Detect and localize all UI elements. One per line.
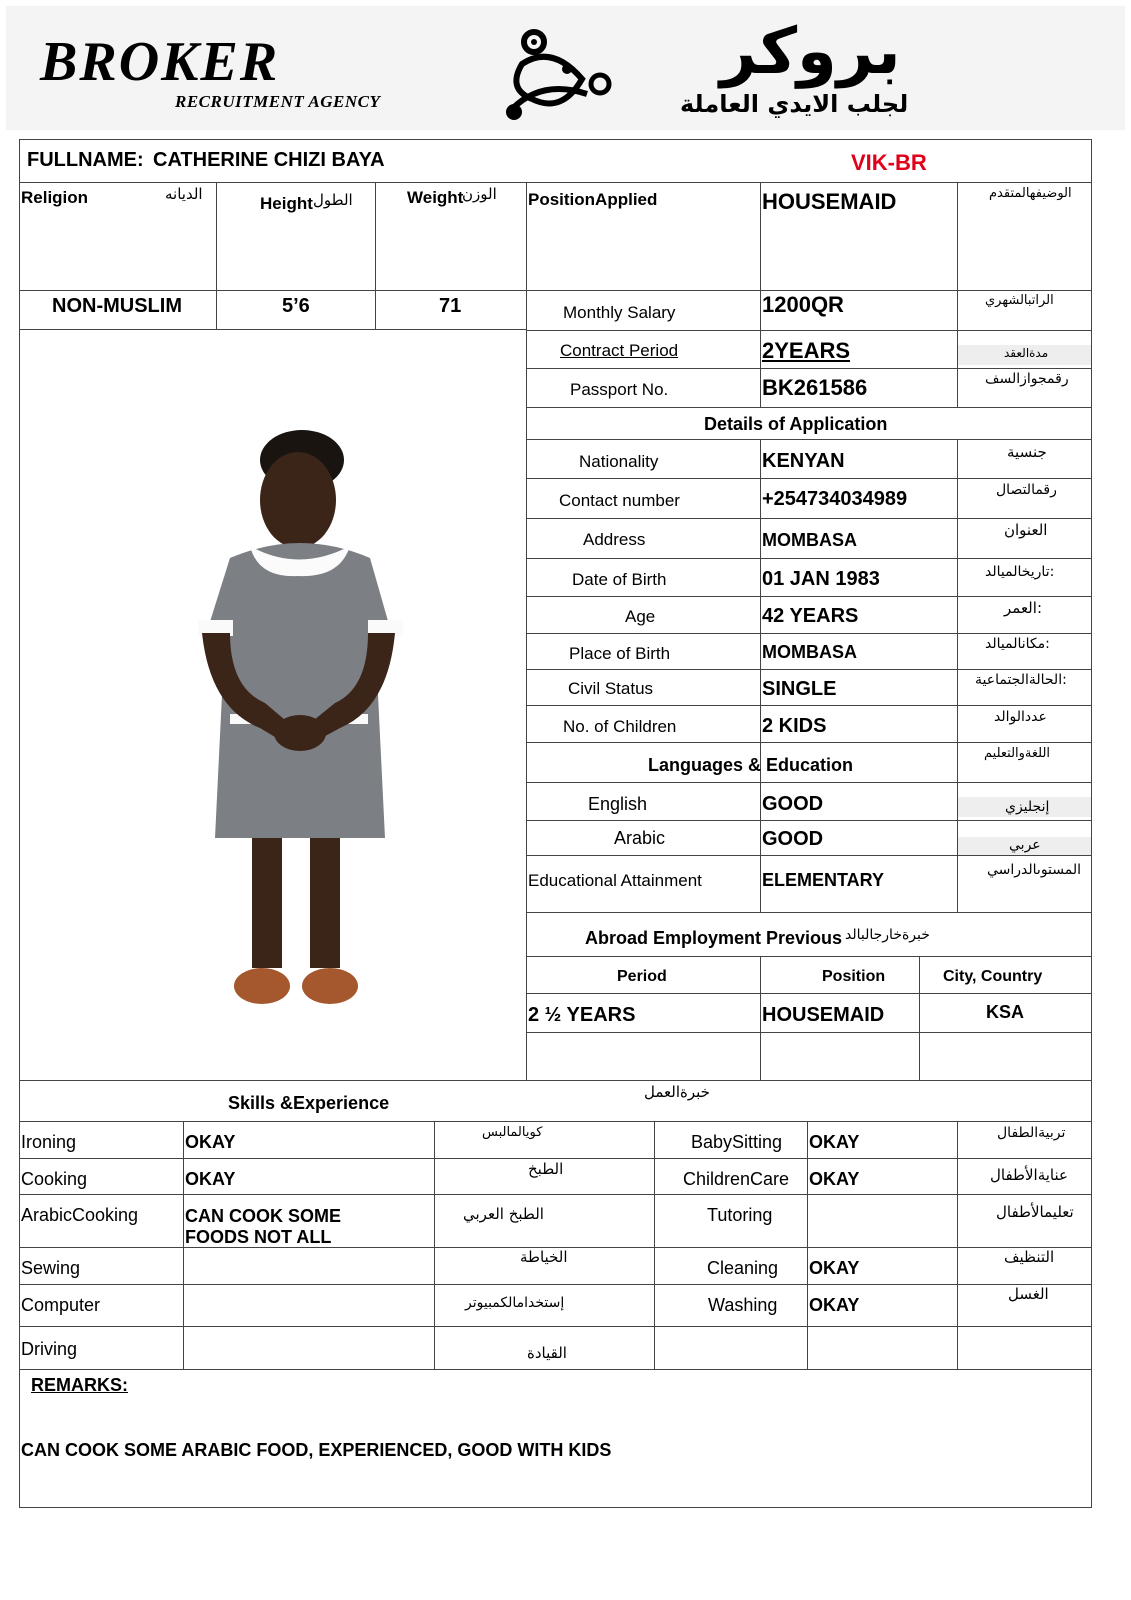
skill-childrencare-label: ChildrenCare [683, 1169, 790, 1189]
children-label: No. of Children [563, 717, 677, 736]
divider [19, 1194, 1092, 1195]
divider [183, 1121, 184, 1369]
address-ar: العنوان [1004, 521, 1048, 539]
remarks-label: REMARKS: [31, 1375, 128, 1395]
logo-text-ar: بروكر [720, 15, 901, 89]
divider [19, 1158, 1092, 1159]
abroad-col-position: Position [822, 968, 886, 985]
height-value: 5’6 [282, 295, 310, 317]
agency-logo-icon [492, 24, 622, 129]
divider [526, 407, 1092, 408]
reference-code: VIK-BR [851, 150, 927, 175]
skill-computer-ar: إستخدامالكمبيوتر [465, 1295, 565, 1311]
skill-arabic-cooking-value: CAN COOK SOME [185, 1206, 342, 1226]
border-left [19, 139, 20, 1507]
abroad-col-city: City, Country [943, 968, 1043, 985]
weight-label-ar: الوزن [462, 185, 497, 203]
arabic-ar: عربي [1009, 837, 1041, 853]
divider [526, 182, 527, 1080]
skill-cleaning-label: Cleaning [707, 1258, 779, 1278]
divider [526, 993, 1092, 994]
skill-arabic-cooking-value-line2: FOODS NOT ALL [185, 1227, 332, 1247]
skill-tutoring-label: Tutoring [707, 1205, 773, 1225]
divider [919, 956, 920, 1080]
age-label: Age [625, 607, 656, 626]
abroad-heading-ar: خبرةخارجالبالد [845, 927, 930, 943]
divider [526, 439, 1092, 440]
weight-label: Weight [407, 188, 464, 207]
divider [526, 1032, 1092, 1033]
skill-computer-label: Computer [21, 1295, 101, 1315]
skill-cleaning-value: OKAY [809, 1258, 860, 1278]
skill-babysitting-label: BabySitting [691, 1132, 783, 1152]
abroad-position-value: HOUSEMAID [762, 1004, 885, 1026]
skills-heading-ar: خبرةالعمل [644, 1083, 710, 1101]
divider [526, 633, 1092, 634]
abroad-period-value: 2 ½ YEARS [528, 1004, 636, 1026]
skill-cleaning-ar: التنظيف [1004, 1248, 1055, 1266]
religion-label-ar: الديانه [165, 185, 203, 203]
divider [526, 705, 1092, 706]
religion-label: Religion [21, 188, 89, 207]
logo-subtitle-ar: لجلب الايدي العاملة [680, 90, 909, 118]
languages-heading-ar: اللغةوالتعليم [984, 746, 1051, 761]
position-applied-label: PositionApplied [528, 190, 658, 209]
languages-heading: Languages & Education [648, 755, 854, 775]
divider [19, 290, 1092, 291]
nationality-ar: جنسية [1007, 443, 1047, 461]
fullname-label: FULLNAME: [27, 149, 144, 171]
skill-sewing-label: Sewing [21, 1258, 81, 1278]
skill-tutoring-ar: تعليمالأطفال [996, 1203, 1074, 1221]
divider [19, 182, 1092, 183]
civil-status-ar: الحالةالجتماعية: [975, 672, 1067, 688]
contact-value: +254734034989 [762, 488, 908, 510]
monthly-salary-ar: الراتبالشهري [985, 293, 1054, 308]
education-ar: المستوىالدراسي [987, 862, 1082, 878]
skill-arabic-cooking-ar: الطبخ العربي [463, 1205, 544, 1223]
address-value: MOMBASA [762, 530, 857, 550]
nationality-value: KENYAN [762, 450, 845, 472]
border-right [1091, 139, 1092, 1507]
skill-washing-ar: الغسل [1008, 1285, 1049, 1303]
divider [957, 1121, 958, 1369]
divider [760, 182, 761, 408]
divider [526, 820, 1092, 821]
divider [526, 956, 1092, 957]
age-value: 42 YEARS [762, 605, 859, 627]
skill-childrencare-ar: عنايةالأطفال [990, 1166, 1068, 1184]
passport-value: BK261586 [762, 375, 868, 400]
skill-cooking-value: OKAY [185, 1169, 236, 1189]
divider [654, 1121, 655, 1369]
dob-value: 01 JAN 1983 [762, 568, 880, 590]
divider [526, 368, 1092, 369]
border-bottom [19, 1507, 1092, 1508]
divider [434, 1121, 435, 1369]
logo-text-en: BROKER [40, 31, 280, 93]
logo-subtitle-en: RECRUITMENT AGENCY [175, 92, 381, 111]
arabic-label: Arabic [614, 828, 666, 848]
position-applied-ar: الوضيفهالمتقدم [989, 186, 1072, 201]
contract-period-ar: مدةالعقد [1004, 346, 1049, 360]
divider [526, 782, 1092, 783]
divider [375, 182, 376, 329]
english-label: English [588, 794, 648, 814]
divider [760, 439, 761, 912]
children-ar: عددالوالد [994, 709, 1047, 725]
divider [216, 182, 217, 329]
english-ar: إنجليزي [1005, 799, 1050, 815]
skill-driving-ar: القيادة [527, 1344, 567, 1362]
weight-value: 71 [439, 295, 462, 317]
divider [19, 329, 526, 330]
civil-status-value: SINGLE [762, 678, 837, 700]
skill-arabic-cooking-label: ArabicCooking [21, 1205, 139, 1225]
border-top [19, 139, 1092, 140]
divider [19, 1284, 1092, 1285]
skills-heading: Skills &Experience [228, 1093, 390, 1113]
divider [19, 1080, 1092, 1081]
divider [526, 855, 1092, 856]
passport-ar: رقمجوازالسف [985, 371, 1069, 387]
education-value: ELEMENTARY [762, 870, 885, 890]
divider [760, 956, 761, 1080]
skill-sewing-ar: الخياطة [520, 1248, 568, 1266]
civil-status-label: Civil Status [568, 679, 654, 698]
divider [957, 182, 958, 408]
skill-babysitting-value: OKAY [809, 1132, 860, 1152]
skill-washing-label: Washing [708, 1295, 778, 1315]
monthly-salary-label: Monthly Salary [563, 303, 676, 322]
candidate-photo [190, 428, 410, 1013]
children-value: 2 KIDS [762, 715, 827, 737]
divider [526, 478, 1092, 479]
arabic-value: GOOD [762, 828, 824, 850]
height-label-ar: الطول [313, 191, 353, 209]
dob-ar: تاريخالميالد: [985, 564, 1055, 580]
monthly-salary-value: 1200QR [762, 292, 844, 317]
abroad-col-period: Period [617, 968, 667, 985]
nationality-label: Nationality [579, 452, 659, 471]
age-ar: العمر: [1004, 599, 1042, 617]
position-applied-value: HOUSEMAID [762, 189, 897, 214]
contract-period-value: 2YEARS [762, 338, 851, 363]
dob-label: Date of Birth [572, 570, 667, 589]
divider [807, 1121, 808, 1369]
divider [526, 912, 1092, 913]
skill-ironing-label: Ironing [21, 1132, 77, 1152]
address-label: Address [583, 530, 646, 549]
divider [526, 330, 1092, 331]
skill-washing-value: OKAY [809, 1295, 860, 1315]
details-heading: Details of Application [704, 414, 888, 434]
divider [526, 518, 1092, 519]
place-of-birth-label: Place of Birth [569, 644, 671, 663]
passport-label: Passport No. [570, 380, 669, 399]
height-label: Height [260, 194, 313, 213]
contact-label: Contact number [559, 491, 680, 510]
contract-period-label: Contract Period [560, 341, 679, 360]
divider [19, 1369, 1092, 1370]
education-label: Educational Attainment [528, 871, 702, 890]
divider [526, 558, 1092, 559]
place-of-birth-ar: مكانالميالد: [985, 636, 1050, 652]
skill-cooking-ar: الطبخ [528, 1160, 564, 1178]
contact-ar: رقمالتصال [996, 482, 1057, 498]
english-value: GOOD [762, 793, 824, 815]
skill-childrencare-value: OKAY [809, 1169, 860, 1189]
remarks-text: CAN COOK SOME ARABIC FOOD, EXPERIENCED, GOOD WITH KIDS [21, 1440, 612, 1460]
skill-driving-label: Driving [21, 1339, 78, 1359]
divider [526, 669, 1092, 670]
fullname-value: CATHERINE CHIZI BAYA [153, 149, 385, 171]
divider [19, 1326, 1092, 1327]
abroad-city-value: KSA [986, 1002, 1025, 1022]
place-of-birth-value: MOMBASA [762, 642, 857, 662]
religion-value: NON-MUSLIM [52, 295, 182, 317]
skill-ironing-ar: كويالمالبس [482, 1125, 543, 1140]
skill-cooking-label: Cooking [21, 1169, 88, 1189]
divider [19, 1121, 1092, 1122]
skill-babysitting-ar: تربيةالطفال [997, 1125, 1066, 1141]
divider [526, 596, 1092, 597]
divider [526, 742, 1092, 743]
abroad-heading: Abroad Employment Previous [585, 928, 843, 948]
skill-ironing-value: OKAY [185, 1132, 236, 1152]
